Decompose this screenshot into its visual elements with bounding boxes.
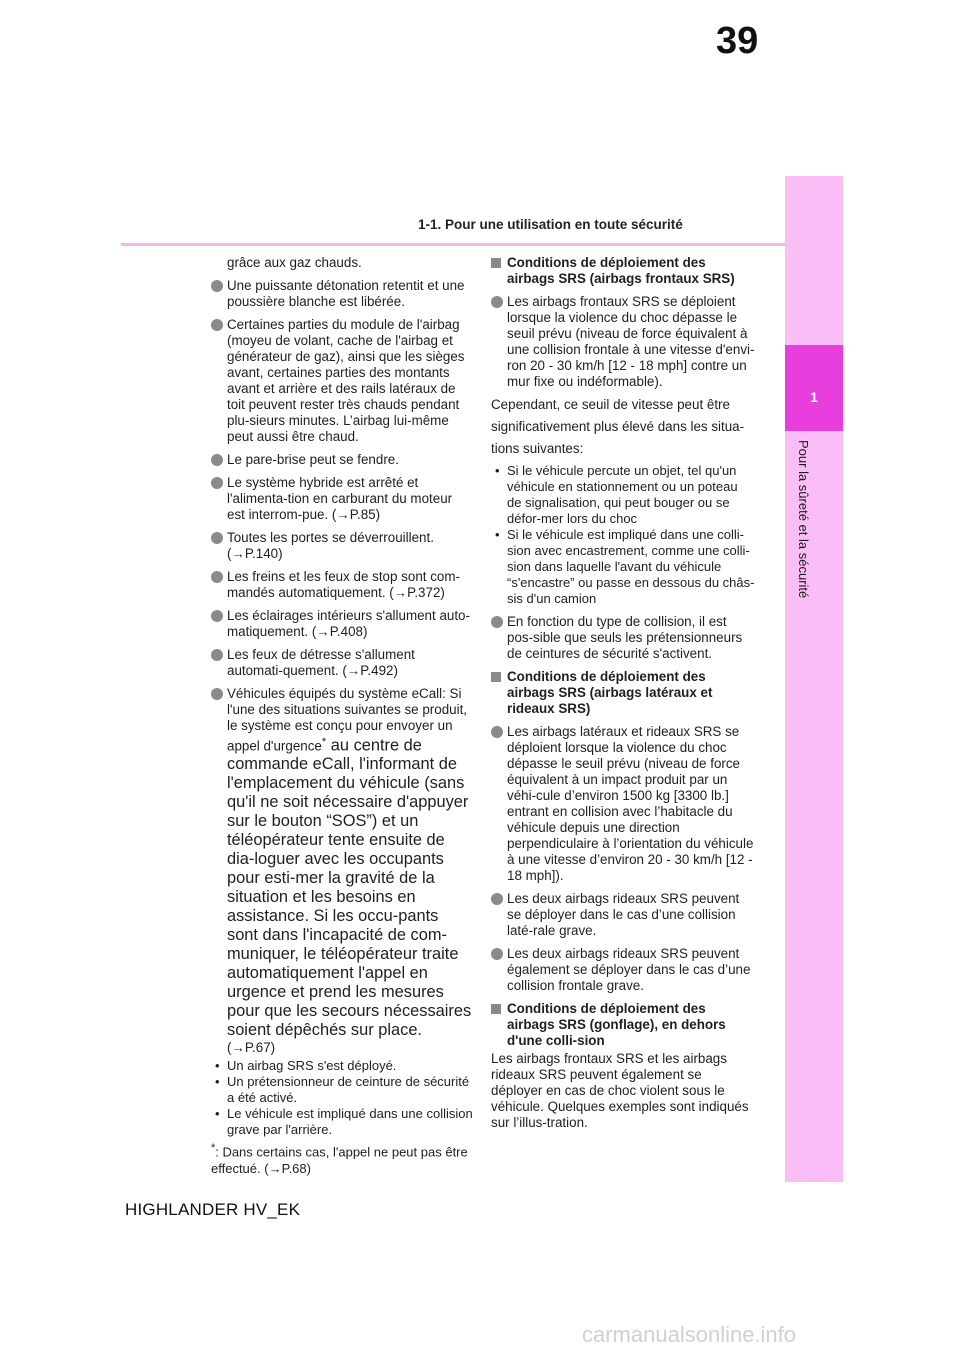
section-heading: Conditions de déploiement des airbags SRS (gonflage), en dehors d'une colli-sion: [491, 1001, 755, 1049]
bullet-dot-icon: [211, 688, 223, 700]
right-column: [491, 255, 755, 1137]
list-item: Les airbags frontaux SRS se déploient lorsque la violence du choc dépasse le seuil prévu (niveau de force équivalent à une collision frontale à une vitesse d'envi-ron 20 - 30 km/h [12 - 18 mph] contre un mur fixe ou indéformable).: [491, 294, 755, 390]
footnote-marker: *: [321, 736, 327, 748]
square-bullet-icon: [491, 258, 501, 268]
list-item: Les feux de détresse s'allument automati-quement. (→P.492): [211, 647, 473, 679]
paragraph: significativement plus élevé dans les situa-: [491, 419, 745, 434]
bullet-dot-icon: [491, 296, 503, 308]
left-column: [211, 255, 473, 1177]
list-item: Les éclairages intérieurs s'allument auto-matiquement. (→P.408): [211, 608, 473, 640]
paragraph: Les airbags frontaux SRS et les airbags rideaux SRS peuvent également se déployer en cas de choc violent sous le véhicule. Quelques exemples sont indiqués sur l’illus-tration.: [491, 1051, 749, 1130]
list-item: Une puissante détonation retentit et une poussière blanche est libérée.: [211, 278, 473, 310]
section-heading: Conditions de déploiement des airbags SRS (airbags frontaux SRS): [491, 255, 755, 287]
paragraph: tions suivantes:: [491, 441, 584, 456]
bullet-dot-icon: [211, 649, 223, 661]
ecall-subitem: • Un prétensionneur de ceinture de sécurité a été activé.: [215, 1074, 470, 1106]
list-item: Les airbags latéraux et rideaux SRS se déploient lorsque la violence du choc dépasse le seuil prévu (niveau de force équivalent à un impact produit par un véhi-cule d’environ 1500 kg [3300 lb.] entrant en collision avec l’habitacle du véhicule depuis une direction perpendiculaire à l’orientation du véhicule à une vitesse d’environ 20 - 30 km/h [12 - 18 mph]).: [491, 724, 755, 884]
section-heading: Conditions de déploiement des airbags SRS (airbags latéraux et rideaux SRS): [491, 669, 755, 717]
bullet-dot-icon: [211, 280, 223, 292]
bullet-dot-icon: [211, 319, 223, 331]
bullet-dot-icon: [211, 610, 223, 622]
chapter-number-badge: 1: [785, 345, 843, 431]
bullet-dot-icon: [211, 477, 223, 489]
list-item: Les freins et les feux de stop sont com-mandés automatiquement. (→P.372): [211, 569, 473, 601]
chapter-side-tab: [785, 176, 843, 1182]
sub-item: • Si le véhicule percute un objet, tel qu'un véhicule en stationnement ou un poteau de signalisation, qui peut bouger ou se défor-mer lors du choc: [495, 463, 738, 526]
page-reference: (→P.67): [227, 1040, 276, 1056]
chapter-side-label: Pour la sûreté et la sécurité: [796, 440, 811, 599]
ecall-subitem: • Le véhicule est impliqué dans une collision grave par l'arrière.: [215, 1106, 473, 1138]
ecall-item: [211, 686, 473, 1056]
bullet-dot-icon: [491, 948, 503, 960]
square-bullet-icon: [491, 672, 501, 682]
sub-item: • Si le véhicule est impliqué dans une colli-sion avec encastrement, comme une colli-sion dans laquelle l'avant du véhicule “s'encastre” ou passe en dessous du châs-sis d'un camion: [495, 527, 755, 606]
bullet-dot-icon: [491, 726, 503, 738]
list-item: En fonction du type de collision, il est pos-sible que seuls les prétensionneurs de ceintures de sécurité s'activent.: [491, 614, 755, 662]
list-item: Les deux airbags rideaux SRS peuvent se déployer dans le cas d’une collision laté-rale grave.: [491, 891, 755, 939]
list-item: Le système hybride est arrêté et l'alimenta-tion en carburant du moteur est interrom-pue. (→P.85): [211, 475, 473, 523]
ecall-text-small: Véhicules équipés du système eCall: Si l'une des situations suivantes se produit, le système est conçu pour envoyer un appel d'urgence: [227, 686, 468, 754]
ecall-text-large: au centre de commande eCall, l'informant de l'emplacement du véhicule (sans qu'il ne soit nécessaire d'appuyer sur le bouton “SOS”) et un téléopérateur tente ensuite de dia-loguer avec les occupants pour esti-mer la gravité de la situation et les besoins en assistance. Si les occu-pants sont dans l'incapacité de com-muniquer, le téléopérateur traite automatiquement l'appel en urgence et prend les mesures pour que les secours nécessaires soient dépêchés sur place.: [227, 736, 472, 1040]
section-title: 1-1. Pour une utilisation en toute sécurité: [418, 217, 683, 232]
bullet-dot-icon: [211, 532, 223, 544]
square-bullet-icon: [491, 1004, 501, 1014]
list-item: Certaines parties du module de l'airbag (moyeu de volant, cache de l'airbag et générateur de gaz), ainsi que les sièges avant, certaines parties des montants avant et arrière et des rails latéraux de toit peuvent rester très chauds pendant plu-sieurs minutes. L’airbag lui-même peut aussi être chaud.: [211, 317, 473, 445]
watermark: carmanualsonline.info: [582, 1322, 797, 1347]
page-number: 39: [716, 20, 759, 62]
bullet-dot-icon: [211, 454, 223, 466]
bullet-dot-icon: [211, 571, 223, 583]
list-item: Toutes les portes se déverrouillent. (→P.140): [211, 530, 473, 562]
ecall-subitem: • Un airbag SRS s'est déployé.: [215, 1058, 397, 1074]
list-item: Les deux airbags rideaux SRS peuvent également se déployer dans le cas d’une collision frontale grave.: [491, 946, 755, 994]
bullet-dot-icon: [491, 893, 503, 905]
bullet-dot-icon: [491, 616, 503, 628]
list-item: Le pare-brise peut se fendre.: [211, 452, 473, 468]
header-rule: [121, 243, 785, 246]
paragraph: Cependant, ce seuil de vitesse peut être: [491, 397, 730, 412]
continued-text: grâce aux gaz chauds.: [227, 255, 362, 270]
footnote: *: Dans certains cas, l'appel ne peut pas être effectué. (→P.68): [211, 1142, 468, 1176]
footer-model-name: HIGHLANDER HV_EK: [125, 1200, 301, 1219]
